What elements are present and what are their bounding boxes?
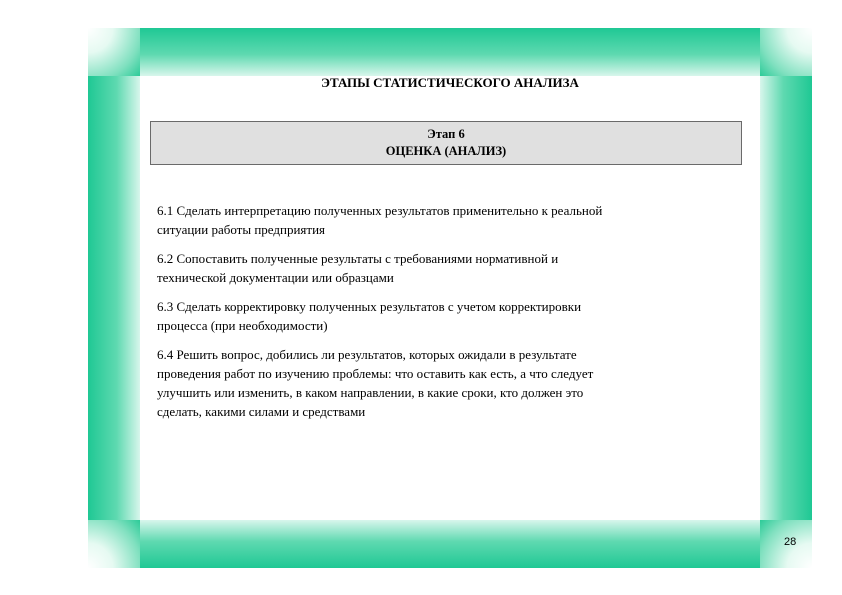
list-item-line: сделать, какими силами и средствами <box>157 404 366 419</box>
list-item-line: 6.3 Сделать корректировку полученных результатов с учетом корректировки <box>157 299 582 314</box>
list-item-6-2 <box>157 249 732 287</box>
list-item-6-4 <box>157 345 732 421</box>
stage-box <box>150 121 742 165</box>
frame-corner-top-right <box>760 28 812 76</box>
list-item-line: 6.2 Сопоставить полученные результаты с требованиями нормативной и <box>157 251 559 266</box>
frame-corner-bottom-left <box>88 520 140 568</box>
list-item-line: улучшить или изменить, в каком направлении, в какие сроки, кто должен это <box>157 385 584 400</box>
list-item-line: 6.4 Решить вопрос, добились ли результатов, которых ожидали в результате <box>157 347 577 362</box>
list-item-6-3 <box>157 297 732 335</box>
frame-top-bar <box>140 28 760 76</box>
slide-content <box>140 76 760 520</box>
frame-right-bar <box>760 76 812 520</box>
frame-corner-top-left <box>88 28 140 76</box>
stage-number: Этап 6 <box>427 127 465 141</box>
list-item-line: проведения работ по изучению проблемы: что оставить как есть, а что следует <box>157 366 594 381</box>
list-item-6-1 <box>157 201 732 239</box>
page-number: 28 <box>784 536 797 548</box>
slide-title: ЭТАПЫ СТАТИСТИЧЕСКОГО АНАЛИЗА <box>321 75 579 90</box>
frame-bottom-bar <box>140 520 760 568</box>
frame-left-bar <box>88 76 140 520</box>
list-item-line: процесса (при необходимости) <box>157 318 328 333</box>
list-item-line: технической документации или образцами <box>157 270 394 285</box>
list-item-line: 6.1 Сделать интерпретацию полученных результатов применительно к реальной <box>157 203 603 218</box>
items-list <box>157 201 732 431</box>
list-item-line: ситуации работы предприятия <box>157 222 326 237</box>
stage-name: ОЦЕНКА (АНАЛИЗ) <box>385 144 507 158</box>
